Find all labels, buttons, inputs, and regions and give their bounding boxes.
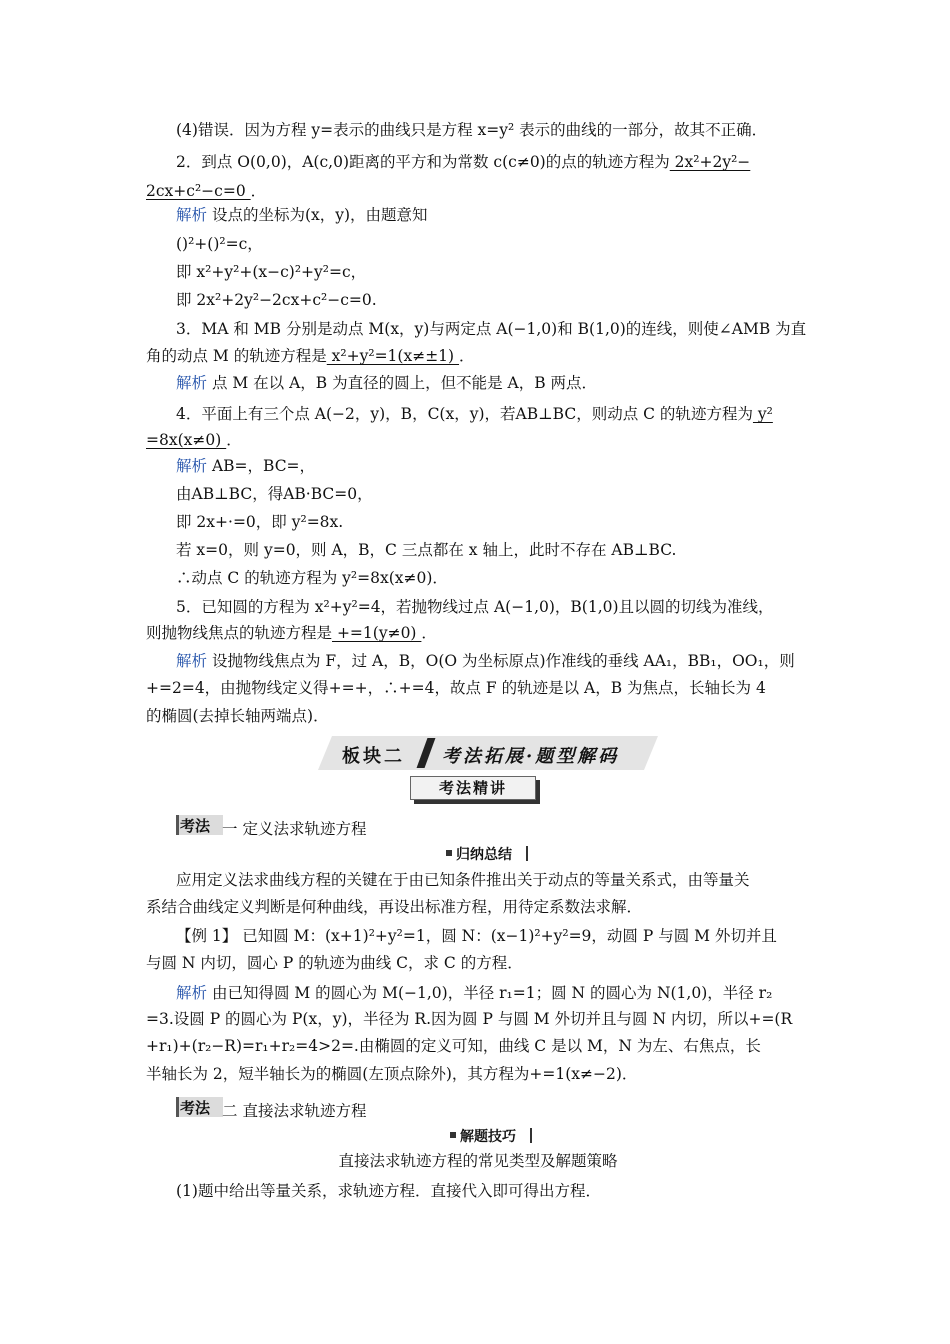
text: 4．平面上有三个点 A(−2，y)，B，C(x，y)，若AB⊥BC，则动点 C 的轨迹方程为 [176,405,753,423]
text-line: (1)题中给出等量关系，求轨迹方程．直接代入即可得出方程． [176,1182,601,1200]
text-line: ∴动点 C 的轨迹方程为 y²=8x(x≠0)． [176,569,448,587]
text: ． [421,624,437,642]
question-2-line [176,151,810,173]
analysis-line [176,204,810,226]
section-banner [318,736,658,770]
tips-pill [450,1126,550,1146]
text-line: 由AB⊥BC，得AB·BC=0， [176,485,373,503]
answer-blank: x²+y²=1(x≠±1) [326,347,460,365]
question-4-answer-line [146,429,810,451]
analysis-label: 解析 [176,652,208,670]
text: ． [250,182,267,200]
analysis-line [176,455,810,477]
answer-blank: 2cx+c²−c=0 [146,182,251,200]
tips-pill-label: 解题技巧 [460,1129,516,1145]
pill-bar-icon [530,1128,532,1143]
method-number: 一 [222,820,238,838]
example-line: 半轴长为 2，短半轴长为的椭圆(左顶点除外)，其方程为+=1(x≠−2)． [146,1065,638,1083]
answer-blank: =8x(x≠0) [146,431,227,449]
text-line: 3．MA 和 MB 分别是动点 M(x，y)与两定点 A(−1,0)和 B(1,0)的连线，则使∠AMB 为直 [176,320,807,338]
text-line: 即 2x+·=0，即 y²=8x. [176,513,344,531]
paragraph-line: 系结合曲线定义判断是何种曲线，再设出标准方程，用待定系数法求解． [146,898,643,916]
text-line: 即 2x²+2y²−2cx+c²−c=0. [176,291,377,309]
sub-banner-title: 考法精讲 [438,779,507,797]
question-2-answer-line [146,180,810,202]
banner-left-text: 板块二 [342,746,405,767]
method-number: 二 [222,1102,238,1120]
answer-blank: +=1(y≠0) [332,624,422,642]
example-line: 与圆 N 内切，圆心 P 的轨迹为曲线 C，求 C 的方程． [146,954,523,972]
method-name: 定义法求轨迹方程 [237,820,367,838]
text-line: 即 x²+y²+(x−c)²+y²=c， [176,263,367,281]
method-tag-label: 考法 [180,1099,211,1117]
text: AB=，BC=， [207,457,316,475]
text: 设点的坐标为(x，y)，由题意知 [207,206,428,224]
subtitle: 直接法求轨迹方程的常见类型及解题策略 [338,1152,618,1170]
method-name: 直接法求轨迹方程 [237,1102,367,1120]
text: ． [459,347,475,365]
question-3-answer-line [146,345,810,367]
text: 2．到点 O(0,0)，A(c,0)距离的平方和为常数 c(c≠0)的点的轨迹方程为 [176,153,670,171]
pill-bar-icon [526,846,528,861]
method-heading-1 [176,815,476,837]
text: 点 M 在以 A，B 为直径的圆上，但不能是 A，B 两点． [207,374,598,392]
text: 角的动点 M 的轨迹方程是 [146,347,327,365]
analysis-label: 解析 [176,457,208,475]
text-line: 若 x=0，则 y=0，则 A，B，C 三点都在 x 轴上，此时不存在 AB⊥BC. [176,541,677,559]
text: ． [226,431,242,449]
text-line: +=2=4，由抛物线定义得+=+，∴+=4，故点 F 的轨迹是以 A，B 为焦点，长轴长为 4 [146,679,766,697]
summary-pill [446,844,546,864]
analysis-line [176,372,810,394]
text: 设抛物线焦点为 F，过 A，B，O(O 为坐标原点)作准线的垂线 AA₁，BB₁，OO₁，则 [207,652,795,670]
text-line: (4)错误．因为方程 y=表示的曲线只是方程 x=y² 表示的曲线的一部分，故其不正确． [176,121,768,139]
text-line: 的椭圆(去掉长轴两端点)． [146,707,329,725]
answer-blank: 2x²+2y²− [669,153,751,171]
question-5-answer-line [146,622,810,644]
analysis-label: 解析 [176,374,208,392]
text: 则抛物线焦点的轨迹方程是 [146,624,333,642]
analysis-label: 解析 [176,206,208,224]
example-line: 【例 1】 已知圆 M：(x+1)²+y²=1，圆 N：(x−1)²+y²=9，动圆 P 与圆 M 外切并且 [176,927,777,945]
method-title [222,817,366,839]
analysis-line [176,650,810,672]
example-line: +r₁)+(r₂−R)=r₁+r₂=4>2=.由椭圆的定义可知，曲线 C 是以 M，N 为左、右焦点，长 [146,1037,761,1055]
method-title [222,1099,366,1121]
text-line: 5．已知圆的方程为 x²+y²=4，若抛物线过点 A(−1,0)，B(1,0)且以圆的切线为准线， [176,598,774,616]
sub-banner [410,776,542,800]
method-heading-2 [176,1097,476,1119]
method-tag-label: 考法 [180,817,211,835]
question-4-line [176,403,810,425]
summary-pill-label: 归纳总结 [456,847,512,863]
banner-right-text: 考法拓展·题型解码 [442,746,620,767]
answer-blank: y² [752,405,773,423]
analysis-label: 解析 [176,984,208,1002]
analysis-line [176,982,810,1004]
square-bullet-icon [450,1132,456,1138]
example-line: =3.设圆 P 的圆心为 P(x，y)，半径为 R.因为圆 P 与圆 M 外切并且与圆 N 内切，所以+=(R [146,1010,793,1028]
text: 由已知得圆 M 的圆心为 M(−1,0)，半径 r₁=1；圆 N 的圆心为 N(1,0)，半径 r₂ [207,984,773,1002]
paragraph-line: 应用定义法求曲线方程的关键在于由已知条件推出关于动点的等量关系式，由等量关 [176,871,750,889]
text-line: ()²+()²=c， [176,235,263,253]
square-bullet-icon [446,850,452,856]
